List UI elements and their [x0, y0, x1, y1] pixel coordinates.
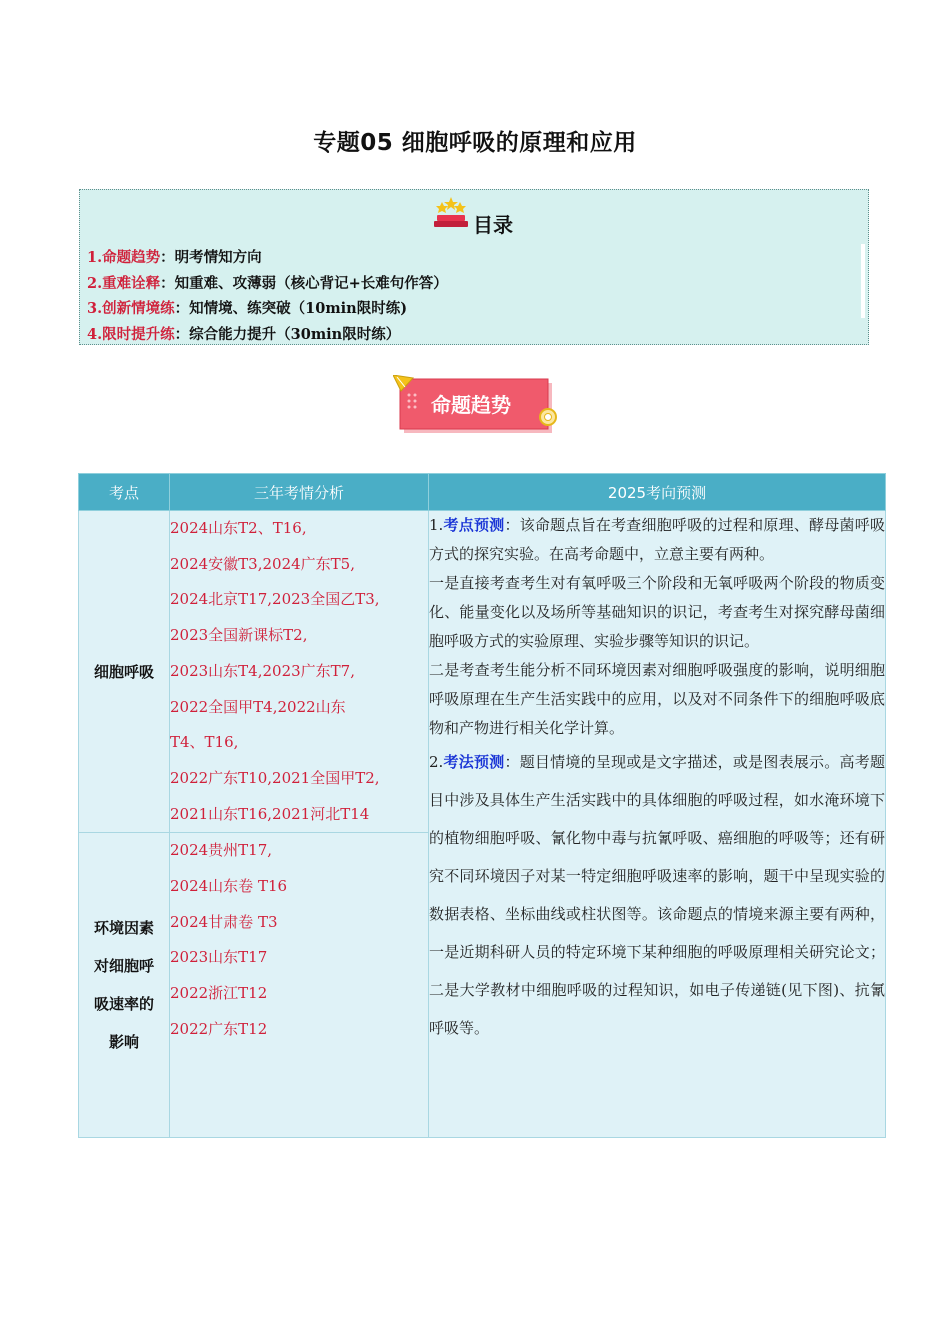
exam-entry: 2022广东T10,2021全国甲T2,: [170, 768, 380, 787]
exam-entry: 2024山东卷 T16: [170, 877, 288, 896]
topic-cell: [79, 511, 170, 833]
column-header: 三年考情分析: [170, 474, 429, 511]
exam-entry: 2021山东T16,2021河北T14: [170, 804, 370, 823]
forecast-cell: [429, 511, 886, 1138]
forecast-point-2: [429, 743, 885, 1047]
toc-list: [87, 245, 448, 347]
exam-entry: 2023山东T4,2023广东T7,: [170, 661, 355, 680]
exam-list-cell: [170, 833, 429, 1138]
crown-icon: [433, 196, 469, 230]
column-header: 2025考向预测: [429, 474, 886, 511]
exam-entry: 2022浙江T12: [170, 984, 268, 1003]
toc-item-number: 4.限时提升练: [87, 325, 175, 343]
forecast-point-1: [429, 511, 885, 569]
forecast-label: 考法预测: [443, 753, 505, 771]
exam-entry: 2024安徽T3,2024广东T5,: [170, 554, 355, 573]
toc-item-number: 2.重难诠释: [87, 274, 161, 292]
toc-item-number: 3.创新情境练: [87, 300, 175, 317]
topic-label-line: 吸速率的: [93, 995, 154, 1014]
toc-item-number: 1.命题趋势: [87, 249, 161, 266]
table-row: [79, 511, 886, 833]
column-header: 考点: [79, 474, 170, 511]
forecast-text: ：题目情境的呈现或是文字描述，或是图表展示。高考题目中涉及具体生产生活实践中的具体细胞的呼吸过程，如水淹环境下的植物细胞呼吸、氰化物中毒与抗氰呼吸、癌细胞的呼吸等；还有研究不同环境因子对某一特定细胞呼吸速率的影响，题干中呈现实验的数据表格、坐标曲线或柱状图等。该命题点的情境来源主要有两种，一是近期科研人员的特定环境下某种细胞的呼吸原理相关研究论文；二是大学教材中细胞呼吸的过程知识，如电子传递链(见下图)、抗氰呼吸等。: [429, 753, 885, 1037]
toc-item-desc: ：知情境、练突破（10min限时练): [174, 300, 408, 317]
toc-scrollbar[interactable]: [861, 244, 865, 318]
forecast-point-1-line2: 一是直接考查考生对有氧呼吸三个阶段和无氧呼吸两个阶段的物质变化、能量变化以及场所等基础知识的识记，考查考生对探究酵母菌细胞呼吸方式的实验原理、实验步骤等知识的识记。: [429, 574, 885, 650]
toc-header: [80, 194, 868, 236]
topic-label-line: 对细胞呼: [93, 957, 154, 976]
exam-entry: 2024甘肃卷 T3: [170, 912, 278, 931]
exam-list-cell: [170, 511, 429, 833]
forecast-num: 1.: [429, 516, 444, 534]
toc-title: 目录: [473, 213, 513, 237]
forecast-num: 2.: [429, 753, 444, 771]
toc-item[interactable]: [87, 296, 448, 322]
page-title: 专题05 细胞呼吸的原理和应用: [313, 130, 637, 156]
exam-entry: 2022广东T12: [170, 1019, 268, 1038]
toc-item[interactable]: [87, 271, 448, 297]
exam-entry: 2023山东T17: [170, 948, 268, 967]
exam-entry: 2023全国新课标T2,: [170, 626, 308, 645]
exam-entry: 2022全国甲T4,2022山东: [170, 697, 346, 716]
trend-table: [78, 473, 886, 1138]
toc-item[interactable]: [87, 245, 448, 271]
toc-item[interactable]: [87, 322, 448, 348]
badge-label: 命题趋势: [431, 393, 511, 417]
topic-label-line: 影响: [108, 1033, 139, 1052]
forecast-text: ：该命题点旨在考查细胞呼吸的过程和原理、酵母菌呼吸方式的探究实验。在高考命题中，立意主要有两种。: [429, 516, 885, 563]
forecast-label: 考点预测: [443, 516, 505, 534]
toc-item-desc: ：综合能力提升（30min限时练）: [174, 325, 401, 343]
toc-item-desc: ：明考情知方向: [160, 249, 262, 266]
topic-cell: [79, 833, 170, 1138]
table-header-row: [79, 474, 886, 511]
exam-entry: 2024北京T17,2023全国乙T3,: [170, 590, 380, 609]
exam-entry: 2024山东T2、T16,: [170, 519, 307, 537]
toc-box: [79, 189, 869, 345]
toc-item-desc: ：知重难、攻薄弱（核心背记+长难句作答）: [160, 274, 448, 292]
trend-badge: [393, 375, 558, 435]
exam-entry: T4、T16,: [170, 733, 239, 752]
exam-entry: 2024贵州T17,: [170, 841, 273, 860]
forecast-point-1-line3: 二是考查考生能分析不同环境因素对细胞呼吸强度的影响，说明细胞呼吸原理在生产生活实践中的应用，以及对不同条件下的细胞呼吸底物和产物进行相关化学计算。: [429, 661, 885, 737]
topic-label: 细胞呼吸: [93, 663, 154, 682]
topic-label-line: 环境因素: [93, 919, 154, 938]
